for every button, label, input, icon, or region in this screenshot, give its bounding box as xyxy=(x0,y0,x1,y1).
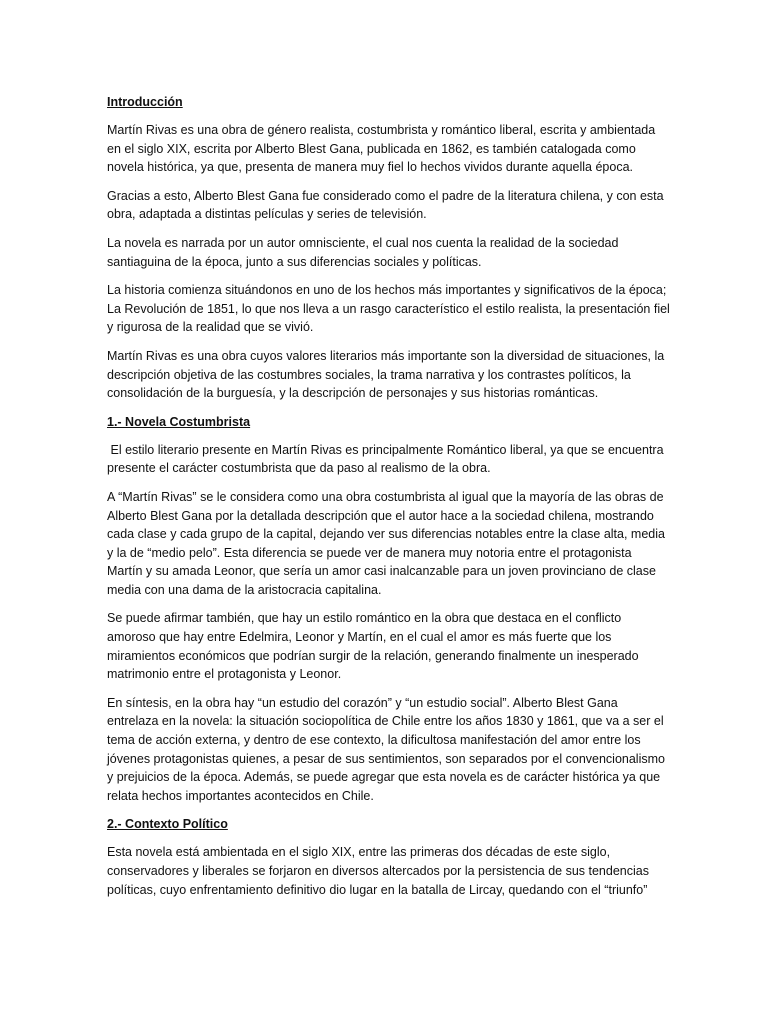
paragraph: Martín Rivas es una obra de género realista, costumbrista y romántico liberal, escrita y ambientada en el siglo XIX, escrita por Alberto Blest Gana, publicada en 1862, es también catalogada como novela histórica, ya que, presenta de manera muy fiel lo hechos vividos durante aquella época. xyxy=(107,123,656,175)
paragraph: La novela es narrada por un autor omnisciente, el cual nos cuenta la realidad de la sociedad santiaguina de la época, junto a sus diferencias sociales y políticas. xyxy=(107,235,619,269)
paragraph: A “Martín Rivas” se le considera como una obra costumbrista al igual que la mayoría de las obras de Alberto Blest Gana por la detallada descripción que el autor hace a la sociedad chilena, mostrando cada clase y cada grupo de la capital, dejando ver sus diferencias notables entre la clase alta, media y la de “medio pelo”. Esta diferencia se puede ver de manera muy notoria entre el protagonista Martín y su amada Leonor, que sería un amor casi inalcanzable para un joven provinciano de clase media con una dama de la aristocracia capitalina. xyxy=(107,489,665,597)
paragraph: Martín Rivas es una obra cuyos valores literarios más importante son la diversidad de situaciones, la descripción objetiva de las costumbres sociales, la trama narrativa y los contrastes políticos, la consolidación de la burguesía, y la descripción de personajes y sus historias románticas. xyxy=(107,348,665,401)
paragraph: La historia comienza situándonos en uno de los hechos más importantes y significativos de la época; La Revolución de 1851, lo que nos lleva a un rasgo característico el estilo realista, la presentación fiel y rigurosa de la realidad que se vivió. xyxy=(107,283,670,335)
section-heading-contexto-politico: 2.- Contexto Político xyxy=(107,817,228,832)
paragraph: Gracias a esto, Alberto Blest Gana fue considerado como el padre de la literatura chilena, y con esta obra, adaptada a distintas películas y series de televisión. xyxy=(107,188,664,222)
section-heading-novela-costumbrista: 1.- Novela Costumbrista xyxy=(107,414,251,429)
paragraph: El estilo literario presente en Martín Rivas es principalmente Romántico liberal, ya que se encuentra presente el carácter costumbrista que da paso al realismo de la obra. xyxy=(107,442,668,476)
paragraph: Esta novela está ambientada en el siglo XIX, entre las primeras dos décadas de este siglo, conservadores y liberales se forjaron en diversos altercados por la persistencia de sus tendencias políticas, cuyo enfrentamiento definitivo dio lugar en la batalla de Lircay, quedando con el “triunfo” xyxy=(107,845,649,897)
section-heading-introduccion: Introducción xyxy=(107,95,183,109)
paragraph: En síntesis, en la obra hay “un estudio del corazón” y “un estudio social”. Alberto Blest Gana entrelaza en la novela: la situación sociopolítica de Chile entre los años 1830 y 1861, que va a ser el tema de acción externa, y dentro de ese contexto, la dificultosa manifestación del amor entre los jóvenes protagonistas quienes, a pesar de sus sentimientos, son separados por el convencionalismo y prejuicios de la época. Además, se puede agregar que esta novela es de carácter histórica ya que relata hechos importantes acontecidos en Chile. xyxy=(107,695,665,803)
paragraph: Se puede afirmar también, que hay un estilo romántico en la obra que destaca en el conflicto amoroso que hay entre Edelmira, Leonor y Martín, en el cual el amor es más fuerte que los miramientos económicos que podrían surgir de la relación, generando finalmente un inesperado matrimonio entre el protagonista y Leonor. xyxy=(107,611,639,682)
